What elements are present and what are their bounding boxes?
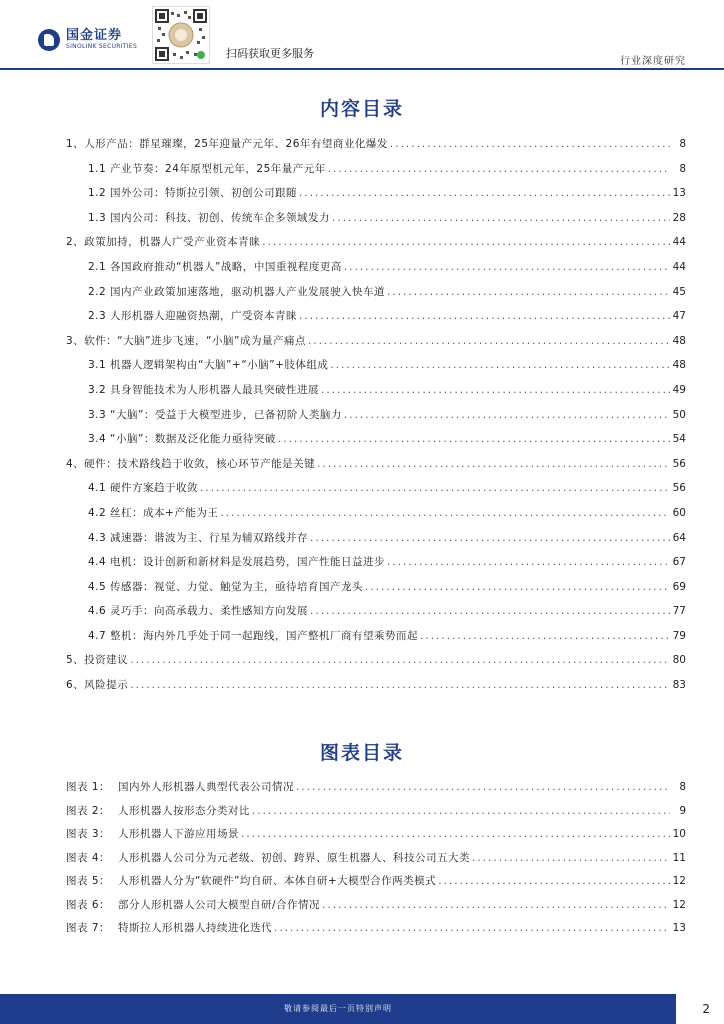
dot-leader bbox=[299, 187, 670, 199]
toc-entry[interactable] bbox=[66, 554, 686, 579]
toc-entry[interactable] bbox=[66, 185, 686, 210]
toc-entry[interactable] bbox=[66, 505, 686, 530]
header-divider bbox=[0, 68, 724, 70]
toc-entry-page: 60 bbox=[672, 506, 686, 519]
toc-entry[interactable] bbox=[66, 530, 686, 555]
dot-leader bbox=[332, 212, 670, 224]
dot-leader bbox=[322, 899, 670, 911]
dot-leader bbox=[328, 163, 670, 175]
dot-leader bbox=[274, 922, 670, 934]
figure-entry-title: 国内外人形机器人典型代表公司情况 bbox=[118, 781, 294, 793]
page-number: 2 bbox=[702, 1002, 710, 1016]
toc-entry-title: 4.7 整机：海内外几乎处于同一起跑线，国产整机厂商有望乘势而起 bbox=[88, 629, 419, 642]
dot-leader bbox=[310, 532, 670, 544]
logo-name-en: SINOLINK SECURITIES bbox=[66, 43, 138, 50]
toc-entry-title: 3.4 “小脑”：数据及泛化能力亟待突破 bbox=[88, 433, 276, 446]
figure-entry-page: 9 bbox=[679, 804, 686, 817]
toc-entry-page: 8 bbox=[679, 138, 686, 150]
dot-leader bbox=[252, 805, 670, 817]
toc-entry[interactable] bbox=[66, 628, 686, 653]
figure-entry-title: 特斯拉人形机器人持续进化迭代 bbox=[118, 922, 272, 934]
logo-mark-icon bbox=[38, 29, 60, 51]
toc-entry-title: 1.1 产业节奏：24年原型机元年，25年量产元年 bbox=[88, 162, 326, 175]
dot-leader bbox=[387, 556, 670, 568]
figure-entry-page: 13 bbox=[672, 922, 686, 934]
toc-entry[interactable] bbox=[66, 308, 686, 333]
toc-entry-page: 79 bbox=[672, 629, 686, 642]
figure-entry-label: 图表 5： bbox=[66, 875, 111, 887]
page-footer bbox=[0, 994, 724, 1024]
logo-name-cn: 国金证券 bbox=[66, 28, 123, 43]
figure-entry[interactable] bbox=[66, 826, 686, 850]
toc-entry[interactable] bbox=[66, 382, 686, 407]
figure-list-title: 图表目录 bbox=[319, 742, 404, 764]
figure-entry-label: 图表 6： bbox=[66, 898, 111, 911]
figure-entry-page: 11 bbox=[672, 851, 686, 864]
toc-entry[interactable] bbox=[66, 284, 686, 309]
toc-entry[interactable] bbox=[66, 480, 686, 505]
qr-code-icon bbox=[152, 6, 210, 64]
figure-entry-page: 12 bbox=[672, 898, 686, 911]
toc-entry-title: 4.1 硬件方案趋于收敛 bbox=[88, 482, 199, 495]
toc-title: 内容目录 bbox=[319, 98, 404, 120]
toc-entry-page: 67 bbox=[672, 556, 686, 569]
toc-entry[interactable] bbox=[66, 407, 686, 432]
toc-entry-page: 64 bbox=[672, 531, 686, 544]
dot-leader bbox=[387, 286, 670, 298]
dot-leader bbox=[299, 310, 670, 322]
dot-leader bbox=[296, 781, 670, 793]
toc-entry-title: 1、人形产品：群星璀璨，25年迎量产元年、26年有望商业化爆发 bbox=[66, 138, 388, 150]
figure-entry-page: 8 bbox=[679, 781, 686, 793]
toc-entry-title: 4.5 传感器：视觉、力觉、触觉为主，亟待培育国产龙头 bbox=[88, 580, 364, 593]
toc-entry-page: 50 bbox=[672, 408, 686, 421]
toc-entry-page: 13 bbox=[672, 187, 686, 200]
toc-entry-page: 80 bbox=[672, 654, 686, 667]
toc-entry-title: 1.3 国内公司：科技、初创、传统车企多领域发力 bbox=[88, 211, 331, 224]
dot-leader bbox=[365, 581, 670, 593]
figure-entry-page: 10 bbox=[672, 828, 686, 840]
figure-entry[interactable] bbox=[66, 873, 686, 897]
figure-entry-label: 图表 3： bbox=[66, 828, 111, 840]
toc-entry[interactable] bbox=[66, 333, 686, 358]
toc-entry-title: 3、软件：“大脑”进步飞速，“小脑”成为量产痛点 bbox=[66, 334, 306, 347]
figure-list bbox=[66, 779, 686, 944]
toc-entry-title: 4.4 电机：设计创新和新材料是发展趋势，国产性能日益进步 bbox=[88, 556, 386, 569]
dot-leader bbox=[310, 605, 670, 617]
dot-leader bbox=[308, 335, 670, 347]
toc-entry-page: 83 bbox=[672, 679, 686, 692]
dot-leader bbox=[200, 482, 670, 494]
dot-leader bbox=[344, 261, 670, 273]
figure-entry-title: 人形机器人下游应用场景 bbox=[118, 828, 239, 840]
toc-entry[interactable] bbox=[66, 210, 686, 235]
footer-notice: 敬请参阅最后一页特别声明 bbox=[284, 1004, 392, 1013]
dot-leader bbox=[420, 630, 670, 642]
toc-entry[interactable] bbox=[66, 431, 686, 456]
dot-leader bbox=[130, 679, 670, 691]
toc-entry-title: 2.1 各国政府推动“机器人”战略，中国重视程度更高 bbox=[88, 260, 342, 273]
figure-entry-title: 部分人形机器人公司大模型自研/合作情况 bbox=[118, 898, 321, 911]
toc-entry-title: 2.2 国内产业政策加速落地，驱动机器人产业发展驶入快车道 bbox=[88, 285, 386, 298]
toc-entry-page: 56 bbox=[672, 457, 686, 470]
toc-entry-title: 5、投资建议 bbox=[66, 654, 129, 667]
toc-entry-page: 56 bbox=[672, 482, 686, 495]
toc-entry-page: 49 bbox=[672, 383, 686, 396]
toc-entry-title: 4.3 减速器：谐波为主、行星为辅双路线并存 bbox=[88, 531, 309, 544]
figure-entry[interactable] bbox=[66, 897, 686, 921]
toc-entry[interactable] bbox=[66, 161, 686, 186]
figure-entry-page: 12 bbox=[672, 875, 686, 887]
figure-entry-label: 图表 7： bbox=[66, 922, 111, 934]
report-type: 行业深度研究 bbox=[620, 56, 686, 67]
figure-entry-title: 人形机器人按形态分类对比 bbox=[118, 804, 250, 817]
toc-entry-page: 45 bbox=[672, 285, 686, 298]
figure-entry[interactable] bbox=[66, 779, 686, 803]
dot-leader bbox=[438, 875, 670, 887]
toc-entry[interactable] bbox=[66, 652, 686, 677]
toc-entry-page: 69 bbox=[672, 580, 686, 593]
toc-entry-title: 3.3 “大脑”：受益于大模型进步，已备初阶人类脑力 bbox=[88, 408, 342, 421]
dot-leader bbox=[321, 384, 670, 396]
dot-leader bbox=[472, 852, 670, 864]
figure-entry-label: 图表 2： bbox=[66, 804, 111, 817]
toc-entry[interactable] bbox=[66, 677, 686, 702]
page-header bbox=[0, 0, 724, 70]
figure-entry[interactable] bbox=[66, 850, 686, 874]
toc-entry-title: 6、风险提示 bbox=[66, 679, 129, 692]
toc-entry[interactable] bbox=[66, 234, 686, 259]
scan-prompt: 扫码获取更多服务 bbox=[226, 47, 314, 60]
toc-entry-page: 44 bbox=[672, 236, 686, 249]
toc-entry-page: 8 bbox=[679, 162, 686, 175]
dot-leader bbox=[130, 654, 670, 666]
toc-entry[interactable] bbox=[66, 357, 686, 382]
toc-entry-title: 2.3 人形机器人迎融资热潮，广受资本青睐 bbox=[88, 310, 298, 323]
figure-entry-title: 人形机器人公司分为元老级、初创、跨界、原生机器人、科技公司五大类 bbox=[118, 851, 470, 864]
toc-entry-title: 2、政策加持，机器人广受产业资本青睐 bbox=[66, 236, 261, 249]
dot-leader bbox=[344, 409, 670, 421]
toc-entry-page: 48 bbox=[672, 334, 686, 347]
toc-entry-title: 1.2 国外公司：特斯拉引领、初创公司跟随 bbox=[88, 187, 298, 200]
toc-entry-page: 48 bbox=[672, 359, 686, 372]
toc-entry-page: 44 bbox=[672, 260, 686, 273]
dot-leader bbox=[330, 359, 670, 371]
toc-entry[interactable] bbox=[66, 579, 686, 604]
toc-entry[interactable] bbox=[66, 259, 686, 284]
toc-list bbox=[66, 136, 686, 702]
figure-entry[interactable] bbox=[66, 920, 686, 944]
figure-entry-label: 图表 1： bbox=[66, 781, 111, 793]
toc-entry[interactable] bbox=[66, 456, 686, 481]
toc-entry[interactable] bbox=[66, 603, 686, 628]
toc-entry-page: 47 bbox=[672, 310, 686, 323]
toc-entry-page: 54 bbox=[672, 433, 686, 446]
figure-entry-label: 图表 4： bbox=[66, 851, 111, 864]
toc-entry-page: 28 bbox=[672, 211, 686, 224]
toc-entry-page: 77 bbox=[672, 605, 686, 618]
toc-entry[interactable] bbox=[66, 136, 686, 161]
toc-entry-title: 4、硬件：技术路线趋于收敛，核心环节产能是关键 bbox=[66, 457, 316, 470]
company-logo bbox=[38, 29, 137, 51]
dot-leader bbox=[262, 236, 670, 248]
toc-entry-title: 3.1 机器人逻辑架构由“大脑”+“小脑”+肢体组成 bbox=[88, 359, 329, 372]
toc-entry-title: 4.2 丝杠：成本+产能为王 bbox=[88, 506, 219, 519]
figure-entry-title: 人形机器人分为“软硬件”均自研、本体自研+大模型合作两类模式 bbox=[118, 875, 437, 887]
toc-entry-title: 3.2 具身智能技术为人形机器人最具突破性进展 bbox=[88, 383, 320, 396]
dot-leader bbox=[317, 458, 670, 470]
dot-leader bbox=[390, 138, 670, 150]
dot-leader bbox=[220, 507, 670, 519]
toc-entry-title: 4.6 灵巧手：向高承载力、柔性感知方向发展 bbox=[88, 605, 309, 618]
dot-leader bbox=[241, 828, 670, 840]
figure-entry[interactable] bbox=[66, 803, 686, 827]
dot-leader bbox=[278, 433, 670, 445]
